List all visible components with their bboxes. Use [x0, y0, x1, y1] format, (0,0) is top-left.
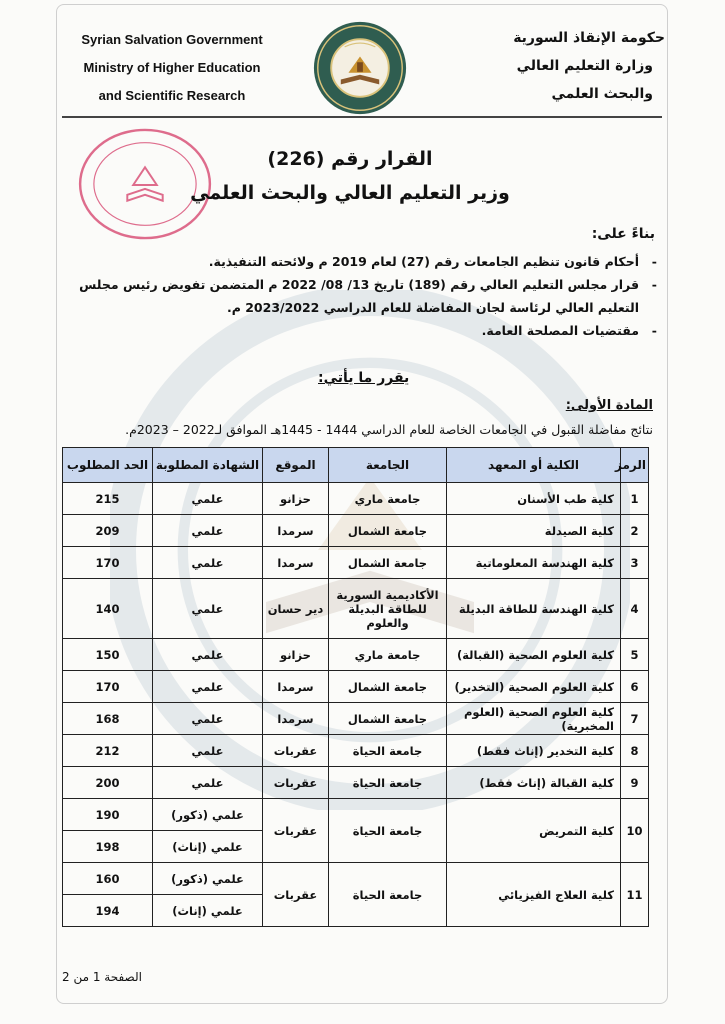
page-number: الصفحة 1 من 2 [62, 970, 142, 984]
cell-faculty: كلية التخدير (إناث فقط) [447, 735, 621, 767]
cell-faculty: كلية الهندسة للطاقة البديلة [447, 579, 621, 639]
cell-certificate: علمي [153, 639, 263, 671]
cell-faculty: كلية العلوم الصحية (التخدير) [447, 671, 621, 703]
cell-faculty: كلية العلوم الصحية (القبالة) [447, 639, 621, 671]
cell-min-score: 200 [63, 767, 153, 799]
table-row [63, 799, 649, 831]
cell-certificate: علمي [153, 703, 263, 735]
cell-certificate: علمي (إناث) [153, 895, 263, 927]
table-row [63, 735, 649, 767]
cell-certificate: علمي [153, 735, 263, 767]
cell-certificate: علمي [153, 515, 263, 547]
cell-certificate: علمي [153, 767, 263, 799]
clauses-list [57, 250, 657, 342]
ministry-logo [312, 20, 408, 116]
cell-university: جامعة ماري [329, 639, 447, 671]
cell-faculty: كلية طب الأسنان [447, 483, 621, 515]
cell-faculty: كلية العلوم الصحية (العلوم المخبرية) [447, 703, 621, 735]
cell-university: جامعة الشمال [329, 547, 447, 579]
cell-min-score: 190 [63, 799, 153, 831]
cell-certificate: علمي [153, 579, 263, 639]
header-code: الرمز [621, 448, 649, 483]
cell-min-score: 209 [63, 515, 153, 547]
cell-university: جامعة الحياة [329, 735, 447, 767]
table-row [63, 547, 649, 579]
table-row [63, 863, 649, 895]
clause-text: أحكام قانون تنظيم الجامعات رقم (27) لعام 2019 م ولائحته التنفيذية. [208, 254, 639, 269]
clause-text: قرار مجلس التعليم العالي رقم (189) تاريخ 13/ 08/ 2022 م المتضمن تفويض رئيس مجلس التعليم العالي لرئاسة لجان المفاضلة للعام الدراسي 2023/2022 م. [79, 277, 639, 315]
table-row [63, 767, 649, 799]
table-row [63, 579, 649, 639]
table-row [63, 483, 649, 515]
cell-location: سرمدا [263, 515, 329, 547]
based-on-label: بناءً على: [591, 226, 655, 242]
decides-label: يقرر ما يأتي: [318, 370, 410, 386]
header-english-line-2: Ministry of Higher Education [83, 60, 261, 75]
cell-certificate: علمي [153, 483, 263, 515]
cell-code: 1 [621, 483, 649, 515]
cell-university-line-1: الأكاديمية السورية [336, 587, 439, 602]
cell-location: عقربات [263, 863, 329, 927]
cell-faculty: كلية التمريض [447, 799, 621, 863]
cell-university: جامعة الحياة [329, 863, 447, 927]
cell-certificate: علمي (ذكور) [153, 863, 263, 895]
cell-code: 10 [621, 799, 649, 863]
cell-certificate: علمي [153, 671, 263, 703]
header-arabic-line-3: والبحث العلمي [551, 86, 653, 102]
cell-university: جامعة الشمال [329, 703, 447, 735]
header-arabic-line-1: حكومة الإنقاذ السورية [513, 30, 665, 46]
table-header-row [63, 448, 649, 483]
cell-university: جامعة الشمال [329, 671, 447, 703]
decision-title: القرار رقم (226) [267, 148, 433, 170]
cell-code: 2 [621, 515, 649, 547]
cell-university: جامعة الحياة [329, 799, 447, 863]
header-english-line-1: Syrian Salvation Government [81, 32, 263, 47]
header-english [62, 26, 282, 110]
clause: - قرار مجلس التعليم العالي رقم (189) تاريخ 13/ 08/ 2022 م المتضمن تفويض رئيس مجلس التعليم العالي لرئاسة لجان المفاضلة للعام الدراسي 2023/2022 م. [57, 273, 657, 319]
clause-text: مقتضيات المصلحة العامة. [481, 323, 639, 338]
cell-university-line-2: للطاقة البديلة والعلوم [348, 601, 427, 630]
cell-faculty: كلية الهندسة المعلوماتية [447, 547, 621, 579]
cell-min-score: 150 [63, 639, 153, 671]
cell-certificate: علمي (ذكور) [153, 799, 263, 831]
cell-certificate: علمي [153, 547, 263, 579]
cell-faculty: كلية القبالة (إناث فقط) [447, 767, 621, 799]
cell-location: سرمدا [263, 671, 329, 703]
cell-university: جامعة الشمال [329, 515, 447, 547]
cell-location: عقربات [263, 735, 329, 767]
cell-certificate: علمي (إناث) [153, 831, 263, 863]
header-min-score: الحد المطلوب [63, 448, 153, 483]
header-arabic-line-2: وزارة التعليم العالي [516, 58, 653, 74]
decision-subtitle: وزير التعليم العالي والبحث العلمي [190, 182, 510, 204]
cell-location: حزانو [263, 483, 329, 515]
cell-faculty: كلية الصيدلة [447, 515, 621, 547]
cell-code: 5 [621, 639, 649, 671]
cell-code: 3 [621, 547, 649, 579]
cell-location: عقربات [263, 767, 329, 799]
clause: - مقتضيات المصلحة العامة. [57, 319, 657, 342]
cell-faculty: كلية العلاج الفيزيائي [447, 863, 621, 927]
cell-location: سرمدا [263, 547, 329, 579]
cell-min-score: 212 [63, 735, 153, 767]
header-divider [62, 116, 662, 118]
table-row [63, 671, 649, 703]
cell-university: جامعة الحياة [329, 767, 447, 799]
header-location: الموقع [263, 448, 329, 483]
header-university: الجامعة [329, 448, 447, 483]
cell-university [329, 579, 447, 639]
header-faculty: الكلية أو المعهد [447, 448, 621, 483]
table-row [63, 515, 649, 547]
cell-min-score: 170 [63, 547, 153, 579]
article-intro: نتائج مفاضلة القبول في الجامعات الخاصة للعام الدراسي 1444 - 1445هـ الموافق لـ2022 – 2023م. [125, 422, 653, 437]
cell-location: عقربات [263, 799, 329, 863]
cell-min-score: 140 [63, 579, 153, 639]
cell-code: 11 [621, 863, 649, 927]
table-row [63, 703, 649, 735]
cell-code: 7 [621, 703, 649, 735]
header-arabic [485, 24, 665, 108]
cell-min-score: 215 [63, 483, 153, 515]
cell-location: حزانو [263, 639, 329, 671]
table-row [63, 639, 649, 671]
cell-min-score: 170 [63, 671, 153, 703]
cell-location: دير حسان [263, 579, 329, 639]
cell-university: جامعة ماري [329, 483, 447, 515]
cell-code: 6 [621, 671, 649, 703]
cell-code: 9 [621, 767, 649, 799]
cell-min-score: 160 [63, 863, 153, 895]
cell-code: 8 [621, 735, 649, 767]
cell-min-score: 168 [63, 703, 153, 735]
cell-min-score: 198 [63, 831, 153, 863]
clause: - أحكام قانون تنظيم الجامعات رقم (27) لعام 2019 م ولائحته التنفيذية. [57, 250, 657, 273]
header-certificate: الشهادة المطلوبة [153, 448, 263, 483]
header-english-line-3: and Scientific Research [98, 88, 246, 103]
cell-code: 4 [621, 579, 649, 639]
results-table [62, 447, 649, 927]
cell-min-score: 194 [63, 895, 153, 927]
article-label: المادة الأولى: [565, 398, 653, 413]
cell-location: سرمدا [263, 703, 329, 735]
